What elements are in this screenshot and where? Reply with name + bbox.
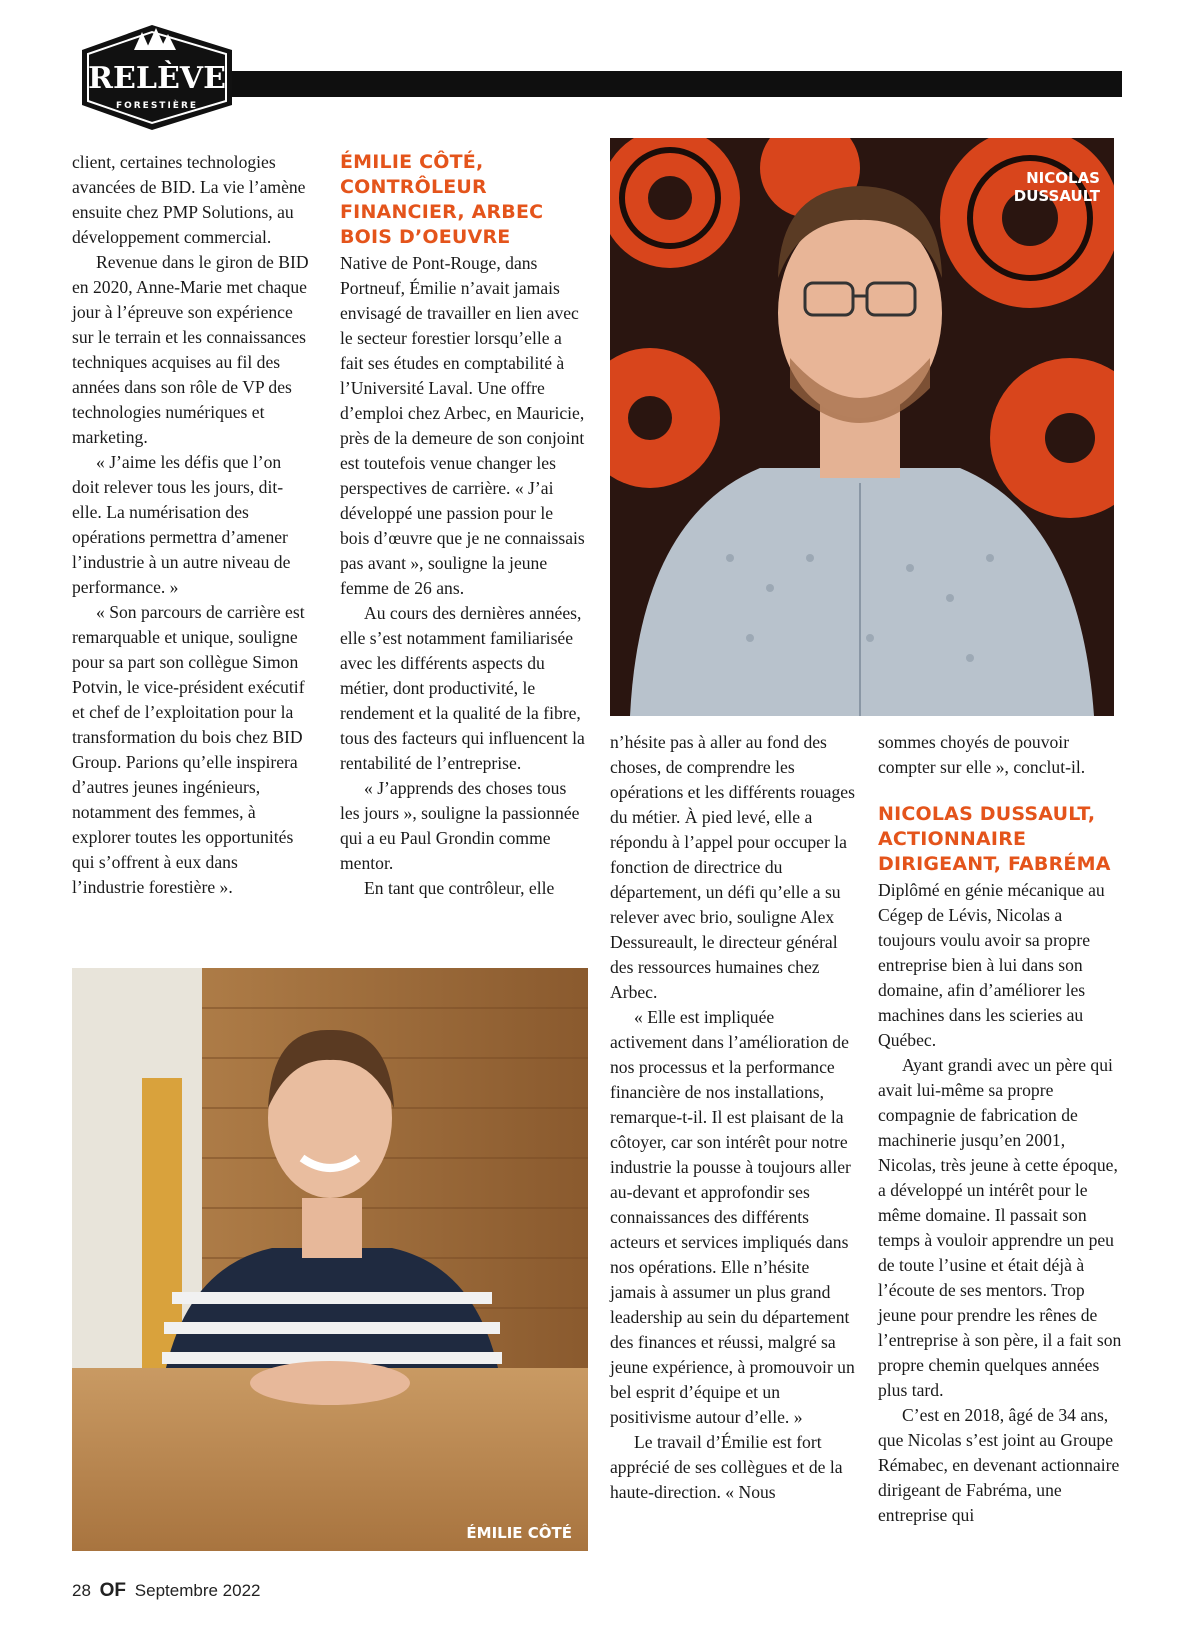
paragraph: n’hésite pas à aller au fond des choses, de comprendre les opérations et les différents rouages du métier. À pied levé, elle a répondu à l’appel pour occuper la fonction de directrice du département, un défi qu’elle a su relever avec brio, souligne Alex Dessureault, le directeur général des ressources humaines chez Arbec. [610, 732, 855, 1002]
paragraph: Le travail d’Émilie est fort apprécié de ses collègues et de la haute-direction. « Nous [610, 1432, 843, 1502]
paragraph: Diplômé en génie mécanique au Cégep de Lévis, Nicolas a toujours voulu avoir sa propre entreprise bien à lui dans son domaine, afin d’améliorer les machines dans les scieries au Québec. [878, 880, 1105, 1050]
nicolas-photo-caption-line1: NICOLAS [1026, 169, 1100, 187]
logo-subtitle: FORESTIÈRE [115, 101, 199, 111]
nicolas-dussault-photo [610, 138, 1114, 716]
column-1-text [72, 150, 312, 900]
emilie-section [340, 150, 585, 901]
paragraph: sommes choyés de pouvoir compter sur elle », conclut-il. [878, 732, 1086, 777]
paragraph: Ayant grandi avec un père qui avait lui-même sa propre compagnie de fabrication de machinerie jusqu’en 2001, Nicolas, très jeune à cette époque, a développé un intérêt pour le même domaine. Il passait son temps à vouloir apprendre un peu de toute l’usine et était déjà à l’écoute de ses mentors. Trop jeune pour prendre les rênes de l’entreprise à son père, il a fait son propre chemin quelques années plus tard. [878, 1055, 1122, 1400]
emilie-photo-caption: ÉMILIE CÔTÉ [466, 1524, 572, 1542]
emilie-heading: ÉMILIE CÔTÉ, CONTRÔLEUR FINANCIER, ARBEC BOIS D’OEUVRE [340, 151, 544, 248]
column-3-text [610, 730, 855, 1505]
releve-forestiere-logo [72, 20, 242, 135]
paragraph: Native de Pont-Rouge, dans Portneuf, Émilie n’avait jamais envisagé de travailler en lien avec le secteur forestier lorsqu’elle a fait ses études en comptabilité à l’Université Laval. Une offre d’emploi chez Arbec, en Mauricie, près de la demeure de son conjoint est toutefois venue changer les perspectives de carrière. « J’ai développé une passion pour le bois d’œuvre que je ne connaissais pas avant », souligne la jeune femme de 26 ans. [340, 253, 585, 598]
logo-title: RELÈVE [88, 61, 226, 96]
paragraph: « Elle est impliquée activement dans l’amélioration de nos processus et la performance financière de nos installations, remarque-t-il. Il est plaisant de la côtoyer, car son intérêt pour notre industrie la pousse à toujours aller au-devant et approfondir ses connaissances des différents acteurs et services impliqués dans nos opérations. Elle n’hésite jamais à assumer un plus grand leadership au sein du département des finances et réussi, malgré sa jeune expérience, à promouvoir un bel esprit d’équipe et un positivisme autour d’elle. » [610, 1007, 855, 1427]
nicolas-photo-caption-line2: DUSSAULT [1013, 187, 1100, 205]
issue-date: Septembre 2022 [134, 1581, 261, 1600]
page-number: 28 [72, 1581, 91, 1600]
paragraph: client, certaines technologies avancées de BID. La vie l’amène ensuite chez PMP Solutions, au développement commercial. [72, 152, 306, 247]
nicolas-section [878, 730, 1123, 1528]
nicolas-heading: NICOLAS DUSSAULT, ACTIONNAIRE DIRIGEANT, FABRÉMA [878, 803, 1111, 875]
paragraph: « J’aime les défis que l’on doit relever tous les jours, dit-elle. La numérisation des opérations permettra d’amener l’industrie à un autre niveau de performance. » [72, 452, 291, 597]
paragraph: En tant que contrôleur, elle [364, 878, 555, 898]
page-footer [72, 1580, 260, 1602]
header-rule [232, 71, 1122, 97]
emilie-cote-photo [72, 968, 588, 1551]
paragraph: C’est en 2018, âgé de 34 ans, que Nicolas s’est joint au Groupe Rémabec, en devenant actionnaire dirigeant de Fabréma, une entreprise qui [878, 1405, 1120, 1525]
paragraph: Au cours des dernières années, elle s’est notamment familiarisée avec les différents aspects du métier, dont productivité, le rendement et la qualité de la fibre, tous des facteurs qui influencent la rentabilité de l’entreprise. [340, 603, 585, 773]
paragraph: Revenue dans le giron de BID en 2020, Anne-Marie met chaque jour à l’épreuve son expérience sur le terrain et les connaissances techniques acquises au fil des années dans son rôle de VP des technologies numériques et marketing. [72, 252, 309, 447]
paragraph: « J’apprends des choses tous les jours », souligne la passionnée qui a eu Paul Grondin comme mentor. [340, 778, 580, 873]
magazine-name: OF [99, 1580, 127, 1601]
paragraph: « Son parcours de carrière est remarquable et unique, souligne pour sa part son collègue Simon Potvin, le vice-président exécutif et chef de l’exploitation pour la transformation du bois chez BID Group. Parions qu’elle inspirera d’autres jeunes ingénieurs, notamment des femmes, à explorer toutes les opportunités qui s’offrent à eux dans l’industrie forestière ». [72, 602, 305, 897]
